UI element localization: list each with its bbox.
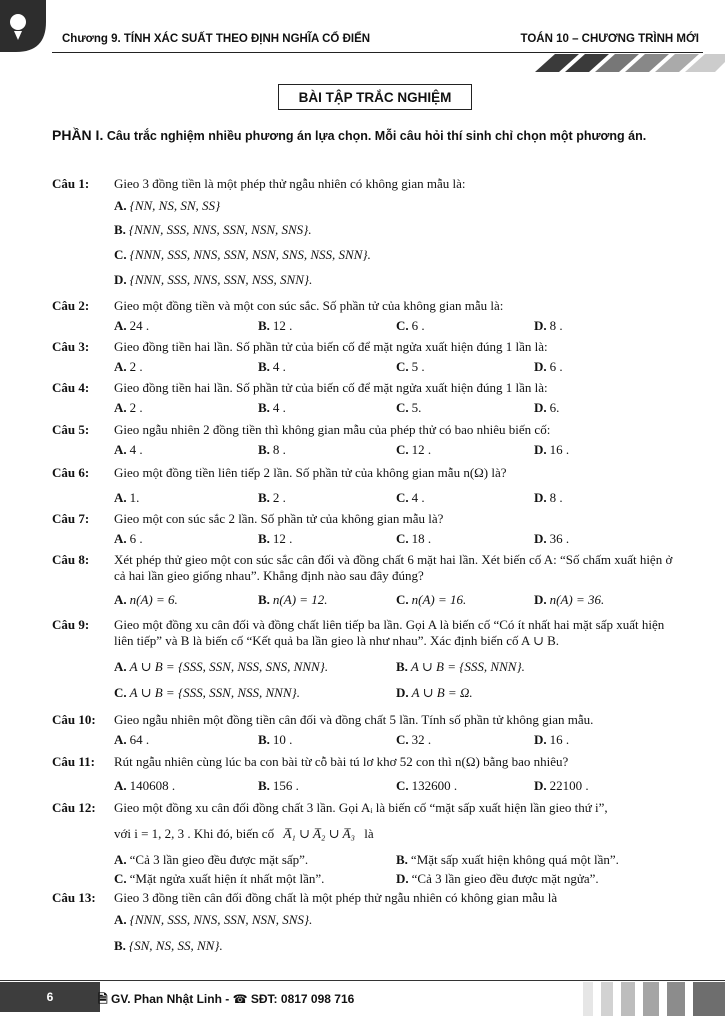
option-c: C. 5. bbox=[396, 400, 422, 415]
option-b: B. 2 . bbox=[258, 490, 286, 505]
option-d: D. “Cả 3 lần gieo đều được mặt ngửa”. bbox=[396, 871, 599, 886]
header-stripes bbox=[515, 54, 725, 72]
question-label: Câu 3: bbox=[52, 339, 90, 354]
option-b: B. 156 . bbox=[258, 778, 299, 793]
option-d: D. 6 . bbox=[534, 359, 563, 374]
option-d: D. 8 . bbox=[534, 318, 563, 333]
question-stem: Gieo một con súc sắc 2 lần. Số phần tử của không gian mẫu là? bbox=[114, 511, 444, 526]
question-label: Câu 8: bbox=[52, 552, 90, 567]
option-b: B. “Mặt sấp xuất hiện không quá một lần”. bbox=[396, 852, 619, 867]
question-label: Câu 10: bbox=[52, 712, 96, 727]
option-c: C. 12 . bbox=[396, 442, 432, 457]
option-a: A. n(A) = 6. bbox=[114, 592, 178, 607]
option-a: A. 140608 . bbox=[114, 778, 176, 793]
option-b: B. A ∪ B = {SSS, NNN}. bbox=[396, 659, 525, 674]
option-b: B. 8 . bbox=[258, 442, 286, 457]
author-phone: SĐT: 0817 098 716 bbox=[250, 992, 355, 1006]
question-stem: Gieo ngẫu nhiên một đồng tiền cân đối và đồng chất 5 lần. Tính số phần tử không gian mẫu. bbox=[114, 712, 594, 727]
author-name: GV. Phan Nhật Linh bbox=[111, 992, 222, 1006]
question-stem: Gieo một đồng tiền và một con súc sắc. Số phần tử của không gian mẫu là: bbox=[114, 298, 504, 313]
question-stem: Gieo một đồng xu cân đối đồng chất 3 lần. Gọi Aᵢ là biến cố “mặt sấp xuất hiện lần gieo thứ i”, bbox=[114, 800, 608, 815]
question-label: Câu 13: bbox=[52, 890, 96, 905]
option-b: B. {NNN, SSS, NNS, SSN, NSN, SNS}. bbox=[114, 222, 312, 237]
question-label: Câu 9: bbox=[52, 617, 90, 632]
question bbox=[52, 617, 682, 649]
chapter-title: Chương 9. TÍNH XÁC SUẤT THEO ĐỊNH NGHĨA CỔ ĐIỂN bbox=[62, 33, 371, 45]
question bbox=[52, 176, 682, 192]
question bbox=[52, 422, 682, 438]
question-label: Câu 12: bbox=[52, 800, 96, 815]
option-d: D. {NNN, SSS, NNS, SSN, NSS, SNN}. bbox=[114, 272, 313, 287]
page-number: 6 bbox=[0, 982, 100, 1012]
option-d: D. 22100 . bbox=[534, 778, 589, 793]
question-stem: Gieo đồng tiền hai lần. Số phần tử của biến cố để mặt ngửa xuất hiện đúng 1 lần là: bbox=[114, 339, 548, 354]
question-label: Câu 11: bbox=[52, 754, 95, 769]
question bbox=[52, 380, 682, 396]
question bbox=[52, 298, 682, 314]
option-c: C. “Mặt ngửa xuất hiện ít nhất một lần”. bbox=[114, 871, 325, 886]
course-title: TOÁN 10 – CHƯƠNG TRÌNH MỚI bbox=[520, 33, 699, 45]
footer-author: 🗎 GV. Phan Nhật Linh - ☎ SĐT: 0817 098 716 bbox=[98, 992, 355, 1006]
option-c: C. 5 . bbox=[396, 359, 425, 374]
option-c: C. 32 . bbox=[396, 732, 432, 747]
option-b: B. 10 . bbox=[258, 732, 293, 747]
option-d: D. A ∪ B = Ω. bbox=[396, 685, 473, 700]
option-a: A. A ∪ B = {SSS, SSN, NSS, SNS, NNN}. bbox=[114, 659, 329, 674]
question bbox=[52, 800, 682, 816]
question-stem: Gieo 3 đồng tiền cân đối đồng chất là một phép thử ngẫu nhiên có không gian mẫu là bbox=[114, 890, 558, 905]
document-icon: 🗎 bbox=[98, 992, 108, 1006]
option-a: A. 2 . bbox=[114, 400, 143, 415]
footer-bars bbox=[575, 982, 725, 1016]
option-c: C. A ∪ B = {SSS, SSN, NSS, NNN}. bbox=[114, 685, 300, 700]
option-c: C. {NNN, SSS, NNS, SSN, NSN, SNS, NSS, SNN}. bbox=[114, 247, 371, 262]
question-label: Câu 6: bbox=[52, 465, 90, 480]
question bbox=[52, 712, 682, 728]
option-a: A. 6 . bbox=[114, 531, 143, 546]
option-a: A. 1. bbox=[114, 490, 140, 505]
option-a: A. {NNN, SSS, NNS, SSN, NSN, SNS}. bbox=[114, 912, 313, 927]
option-d: D. 8 . bbox=[534, 490, 563, 505]
option-d: D. 36 . bbox=[534, 531, 570, 546]
question-label: Câu 7: bbox=[52, 511, 90, 526]
part-text: Câu trắc nghiệm nhiều phương án lựa chọn. Mỗi câu hỏi thí sinh chỉ chọn một phương án. bbox=[106, 129, 647, 143]
question-stem: Gieo một đồng xu cân đối và đồng chất liên tiếp ba lần. Gọi A là biến cố “Có ít nhất hai mặt sấp xuất hiện liên tiếp” và B là biến cố “Kết quả ba lần gieo là như nhau”. Xác định biến cố A ∪ B. bbox=[114, 617, 665, 648]
option-d: D. 16 . bbox=[534, 442, 570, 457]
chapter-logo-icon bbox=[0, 0, 46, 52]
option-b: B. n(A) = 12. bbox=[258, 592, 328, 607]
option-a: A. 24 . bbox=[114, 318, 150, 333]
question-stem: Gieo đồng tiền hai lần. Số phần tử của biến cố để mặt ngửa xuất hiện đúng 1 lần là: bbox=[114, 380, 548, 395]
question-stem: Gieo 3 đồng tiền là một phép thử ngẫu nhiên có không gian mẫu là: bbox=[114, 176, 466, 191]
option-a: A. {NN, NS, SN, SS} bbox=[114, 198, 221, 213]
question bbox=[52, 890, 682, 906]
option-a: A. 2 . bbox=[114, 359, 143, 374]
question-stem: Gieo ngẫu nhiên 2 đồng tiền thì không gian mẫu của phép thử có bao nhiêu biến cố: bbox=[114, 422, 551, 437]
option-c: C. 18 . bbox=[396, 531, 432, 546]
question bbox=[52, 339, 682, 355]
option-c: C. 132600 . bbox=[396, 778, 458, 793]
option-c: C. n(A) = 16. bbox=[396, 592, 467, 607]
question bbox=[52, 511, 682, 527]
question-label: Câu 5: bbox=[52, 422, 90, 437]
question-label: Câu 2: bbox=[52, 298, 90, 313]
option-c: C. 6 . bbox=[396, 318, 425, 333]
question-label: Câu 1: bbox=[52, 176, 90, 191]
option-b: B. {SN, NS, SS, NN}. bbox=[114, 938, 223, 953]
footer-divider bbox=[0, 980, 725, 981]
question bbox=[52, 465, 682, 481]
option-d: D. n(A) = 36. bbox=[534, 592, 605, 607]
option-a: A. 64 . bbox=[114, 732, 150, 747]
question-stem-continued: với i = 1, 2, 3 . Khi đó, biến cố A̅₁ ∪ A̅₂ ∪ A̅₃ là bbox=[114, 826, 374, 841]
question-stem: Xét phép thử gieo một con súc sắc cân đối và đồng chất 6 mặt hai lần. Xét biến cố A: “Số chấm xuất hiện ở cả hai lần gieo giống nhau”. Khẳng định nào sau đây đúng? bbox=[114, 552, 673, 583]
question bbox=[52, 754, 682, 770]
part-heading bbox=[52, 126, 674, 146]
option-c: C. 4 . bbox=[396, 490, 425, 505]
option-a: A. “Cả 3 lần gieo đều được mặt sấp”. bbox=[114, 852, 309, 867]
option-d: D. 6. bbox=[534, 400, 560, 415]
option-d: D. 16 . bbox=[534, 732, 570, 747]
question-stem: Gieo một đồng tiền liên tiếp 2 lần. Số phần tử của không gian mẫu n(Ω) là? bbox=[114, 465, 507, 480]
question-label: Câu 4: bbox=[52, 380, 90, 395]
phone-icon: ☎ bbox=[232, 992, 248, 1006]
question-stem: Rút ngẫu nhiên cùng lúc ba con bài từ cỗ bài tú lơ khơ 52 con thì n(Ω) bằng bao nhiêu? bbox=[114, 754, 569, 769]
question bbox=[52, 552, 682, 584]
page-title: BÀI TẬP TRẮC NGHIỆM bbox=[278, 84, 472, 110]
option-b: B. 12 . bbox=[258, 318, 293, 333]
option-b: B. 4 . bbox=[258, 359, 286, 374]
header-divider bbox=[52, 52, 703, 53]
option-a: A. 4 . bbox=[114, 442, 143, 457]
option-b: B. 12 . bbox=[258, 531, 293, 546]
option-b: B. 4 . bbox=[258, 400, 286, 415]
part-label: PHẦN I. bbox=[52, 127, 104, 143]
